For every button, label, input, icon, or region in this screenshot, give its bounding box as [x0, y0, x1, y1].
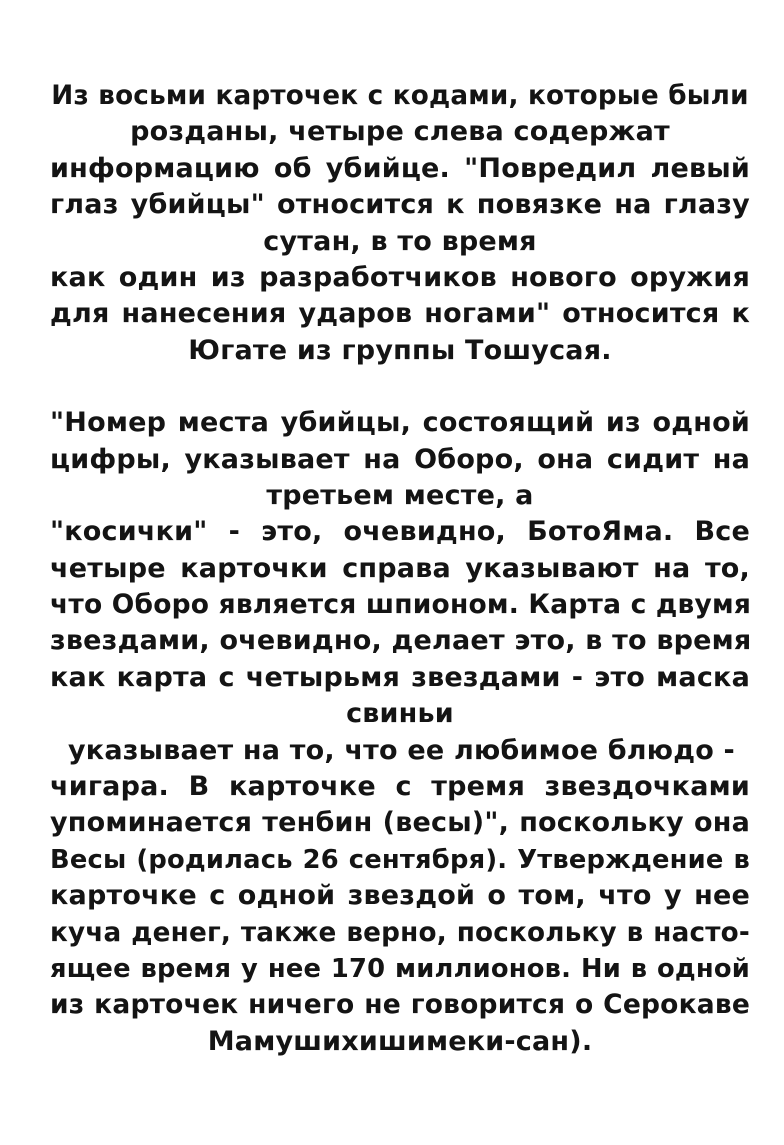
text-line: четыре карточки справа указывают на то,: [50, 552, 750, 584]
text-line: "косички" - это, очевидно, БотоЯма. Все: [50, 516, 750, 548]
text-line: розданы, четыре слева содержат: [130, 116, 670, 148]
text-page: [50, 78, 750, 1060]
text-line: для нанесения ударов ногами" относится к: [50, 298, 750, 330]
text-line: упоминается тенбин (весы)", поскольку она: [50, 807, 750, 839]
text-line: куча денег, также верно, поскольку в насто-: [50, 917, 750, 948]
text-line: карточке с одной звездой о том, что у нее: [50, 880, 750, 912]
text-line: указывает на то, что ее любимое блюдо -: [68, 734, 735, 766]
text-line: что Оборо является шпионом. Карта с двумя: [50, 589, 752, 621]
text-line: "Номер места убийцы, состоящий из одной: [50, 407, 750, 439]
text-line: звездами, очевидно, делает это, в то время: [50, 625, 752, 657]
text-line: Из восьми карточек с кодами, которые были: [51, 81, 749, 111]
text-line: информацию об убийце. "Повредил левый: [50, 152, 750, 184]
text-line: Мамушихишимеки-сан).: [207, 1025, 593, 1057]
text-line: из карточек ничего не говорится о Серокаве: [50, 989, 750, 1021]
text-line: Югате из группы Тошусая.: [188, 334, 612, 366]
paragraph-2: [50, 405, 750, 1060]
text-line: цифры, указывает на Оборо, она сидит на: [50, 443, 750, 475]
paragraph-1: [50, 78, 750, 369]
text-line: сутан, в то время: [263, 225, 537, 257]
text-line: чигара. В карточке с тремя звездочками: [50, 771, 750, 803]
text-line: ящее время у нее 170 миллионов. Ни в одной: [50, 953, 750, 984]
text-line: Весы (родилась 26 сентября). Утверждение в: [50, 844, 750, 875]
text-line: глаз убийцы" относится к повязке на глазу: [50, 189, 750, 221]
text-line: свиньи: [346, 698, 454, 730]
text-line: третьем месте, а: [266, 479, 534, 511]
text-line: как один из разработчиков нового оружия: [50, 261, 750, 293]
text-line: как карта с четырьмя звездами - это маска: [50, 661, 750, 693]
